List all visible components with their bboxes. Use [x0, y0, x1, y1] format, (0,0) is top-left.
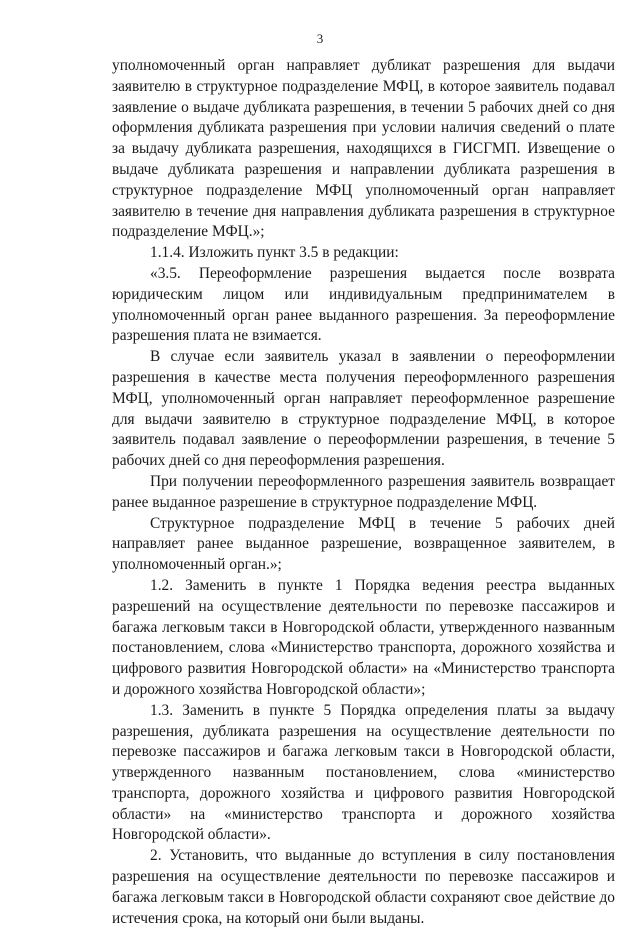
paragraph-mfc-forward: Структурное подразделение МФЦ в течение 5 рабочих дней направляет ранее выданное разрешение, возвращенное заявителем, в уполномоченный орган.»;	[112, 514, 615, 574]
document-body	[112, 56, 615, 929]
paragraph-item-3-5: «3.5. Переоформление разрешения выдается после возврата юридическим лицом или индивидуальным предпринимателем в уполномоченный орган ранее выданного разрешения. За переоформление разрешения плата не взимается.	[112, 264, 615, 345]
page-number: 3	[316, 31, 324, 46]
paragraph-item-1-1-4: 1.1.4. Изложить пункт 3.5 в редакции:	[150, 244, 399, 262]
paragraph-item-1-2: 1.2. Заменить в пункте 1 Порядка ведения реестра выданных разрешений на осуществление деятельности по перевозке пассажиров и багажа легковым такси в Новгородской области, утвержденного названным постановлением, слова «Министерство транспорта, дорожного хозяйства и цифрового развития Новгородской области» на «Министерство транспорта и дорожного хозяйства Новгородской области»;	[112, 576, 615, 698]
paragraph-item-2: 2. Установить, что выданные до вступления в силу постановления разрешения на осуществление деятельности по перевозке пассажиров и багажа легковым такси в Новгородской области сохраняют свое действие до истечения срока, на который они были выданы.	[112, 847, 615, 927]
paragraph-continuation: уполномоченный орган направляет дубликат разрешения для выдачи заявителю в структурное подразделение МФЦ, в которое заявитель подавал заявление о выдаче дубликата разрешения, в течении 5 рабочих дней со дня оформления дубликата разрешения при условии наличия сведений о плате за выдачу дубликата разрешения, находящихся в ГИСГМП. Извещение о выдаче дубликата разрешения и направлении дубликата разрешения в структурное подразделение МФЦ уполномоченный орган направляет заявителю в течение дня направления дубликата разрешения в структурное подразделение МФЦ.»;	[112, 57, 615, 241]
paragraph-item-1-3: 1.3. Заменить в пункте 5 Порядка определения платы за выдачу разрешения, дубликата разрешения на осуществление деятельности по перевозке пассажиров и багажа легковым такси в Новгородской области, утвержденного названным постановлением, слова «министерство транспорта, дорожного хозяйства и цифрового развития Новгородской области» на «министерство транспорта и дорожного хозяйства Новгородской области».	[112, 701, 615, 844]
paragraph-return-permit: При получении переоформленного разрешения заявитель возвращает ранее выданное разрешение в структурное подразделение МФЦ.	[112, 472, 615, 511]
paragraph-mfc-case: В случае если заявитель указал в заявлении о переоформлении разрешения в качестве места получения переоформленного разрешения МФЦ, уполномоченный орган направляет переоформленное разрешение для выдачи заявителю в структурное подразделение МФЦ, в которое заявитель подавал заявление о переоформлении разрешения, в течение 5 рабочих дней со дня переоформления разрешения.	[112, 348, 615, 470]
